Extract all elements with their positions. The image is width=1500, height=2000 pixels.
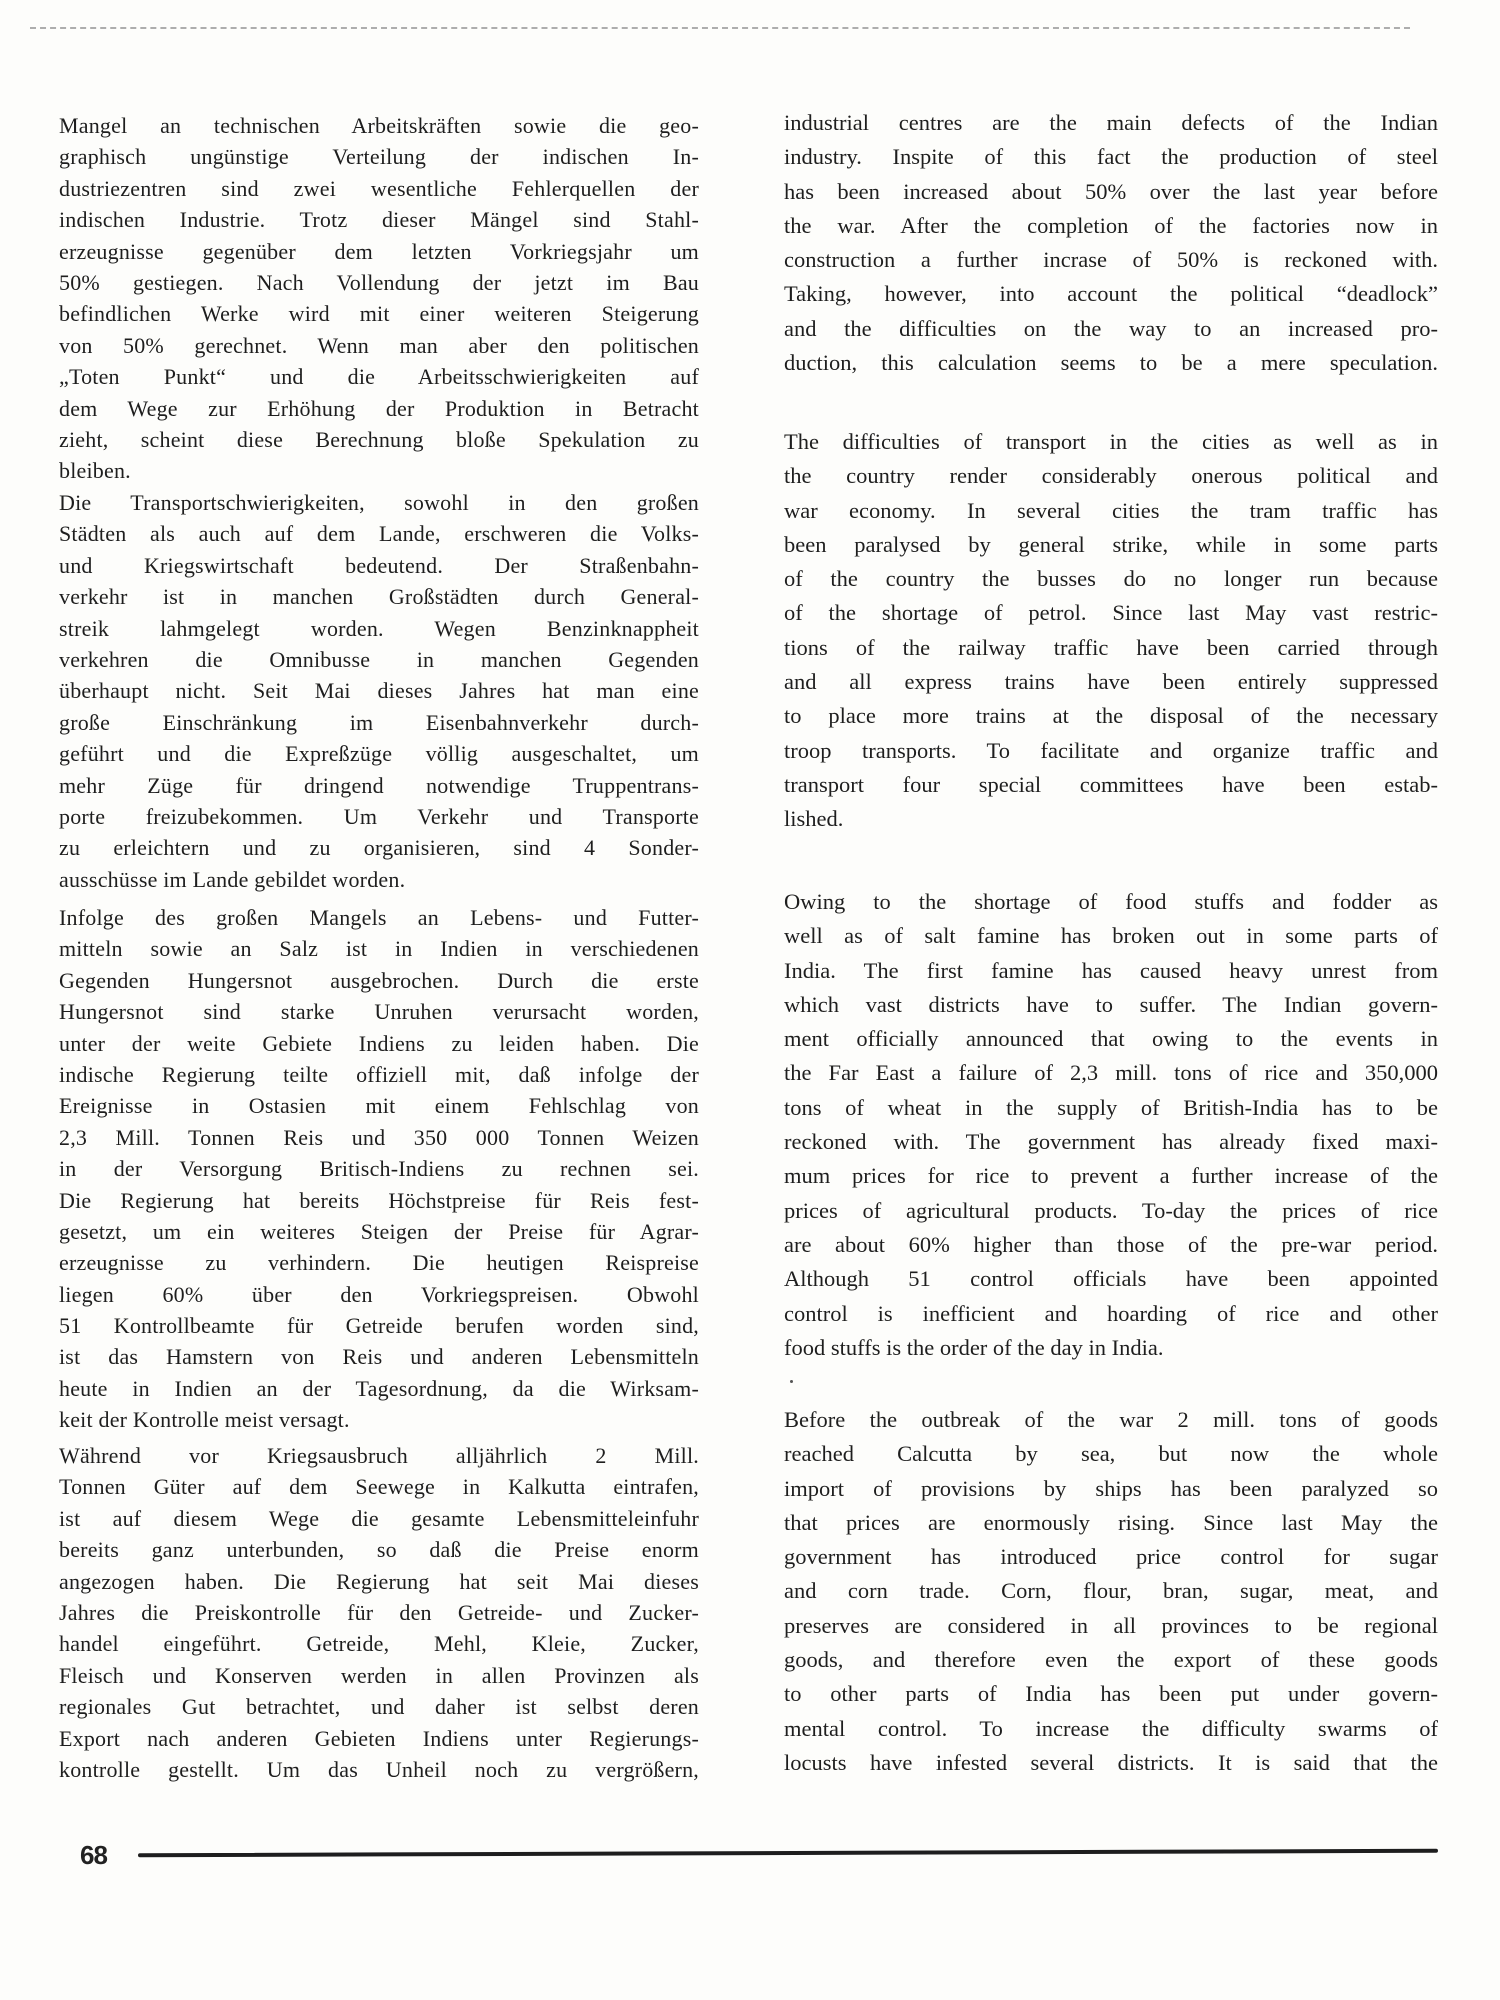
text-line: government has introduced price control for sugar bbox=[784, 1544, 1438, 1570]
text-line: indischen Industrie. Trotz dieser Mängel sind Stahl- bbox=[59, 207, 699, 233]
text-line: construction a further incrase of 50% is reckoned with. bbox=[784, 247, 1438, 273]
text-line: Taking, however, into account the political “deadlock” bbox=[784, 281, 1438, 307]
text-line: streik lahmgelegt worden. Wegen Benzinknappheit bbox=[59, 615, 699, 641]
paragraph bbox=[784, 1403, 1438, 1780]
text-line: troop transports. To facilitate and organize traffic and bbox=[784, 737, 1438, 763]
text-line: liegen 60% über den Vorkriegspreisen. Obwohl bbox=[59, 1281, 699, 1307]
text-line: food stuffs is the order of the day in India. bbox=[784, 1334, 1164, 1360]
text-line: verkehr ist in manchen Großstädten durch General- bbox=[59, 584, 699, 610]
text-line: of the shortage of petrol. Since last May vast restric- bbox=[784, 600, 1438, 626]
text-line: ausschüsse im Lande gebildet worden. bbox=[59, 866, 406, 892]
text-line: zu erleichtern und zu organisieren, sind 4 Sonder- bbox=[59, 835, 699, 861]
text-line: import of provisions by ships has been paralyzed so bbox=[784, 1475, 1438, 1501]
text-line: keit der Kontrolle meist versagt. bbox=[59, 1407, 350, 1433]
text-line: and all express trains have been entirely suppressed bbox=[784, 669, 1438, 695]
text-line: heute in Indien an der Tagesordnung, da die Wirksam- bbox=[59, 1375, 699, 1401]
print-speck bbox=[790, 1380, 793, 1383]
text-line: tons of wheat in the supply of British-India has to be bbox=[784, 1094, 1438, 1120]
text-line: große Einschränkung im Eisenbahnverkehr durch- bbox=[59, 709, 699, 735]
text-line: graphisch ungünstige Verteilung der indischen In- bbox=[59, 144, 699, 170]
text-line: the country render considerably onerous political and bbox=[784, 463, 1438, 489]
text-line: duction, this calculation seems to be a mere speculation. bbox=[784, 350, 1438, 376]
text-line: Hungersnot sind starke Unruhen verursacht worden, bbox=[59, 999, 699, 1025]
text-line: von 50% gerechnet. Wenn man aber den politischen bbox=[59, 332, 699, 358]
text-line: erzeugnisse gegenüber dem letzten Vorkriegsjahr um bbox=[59, 238, 699, 264]
text-line: Fleisch und Konserven werden in allen Provinzen als bbox=[59, 1662, 699, 1688]
text-line: The difficulties of transport in the cities as well as in bbox=[784, 429, 1438, 454]
text-line: Jahres die Preiskontrolle für den Getreide- und Zucker- bbox=[59, 1599, 699, 1625]
text-line: ist auf diesem Wege die gesamte Lebensmitteleinfuhr bbox=[59, 1505, 699, 1531]
text-line: Während vor Kriegsausbruch alljährlich 2 Mill. bbox=[59, 1443, 699, 1468]
text-line: dustriezentren sind zwei wesentliche Fehlerquellen der bbox=[59, 175, 699, 201]
text-line: Before the outbreak of the war 2 mill. tons of goods bbox=[784, 1407, 1438, 1432]
text-line: Owing to the shortage of food stuffs and fodder as bbox=[784, 889, 1438, 914]
text-line: that prices are enormously rising. Since last May the bbox=[784, 1509, 1438, 1535]
text-line: gesetzt, um ein weiteres Steigen der Preise für Agrar- bbox=[59, 1218, 699, 1244]
text-line: to place more trains at the disposal of the necessary bbox=[784, 703, 1438, 729]
text-line: zieht, scheint diese Berechnung bloße Spekulation zu bbox=[59, 426, 699, 452]
text-line: Export nach anderen Gebieten Indiens unter Regierungs- bbox=[59, 1725, 699, 1751]
text-line: Die Regierung hat bereits Höchstpreise für Reis fest- bbox=[59, 1187, 699, 1213]
text-line: handel eingeführt. Getreide, Mehl, Kleie, Zucker, bbox=[59, 1631, 699, 1657]
text-line: mehr Züge für dringend notwendige Truppentrans- bbox=[59, 772, 699, 798]
text-line: Mangel an technischen Arbeitskräften sowie die geo- bbox=[59, 113, 699, 138]
text-line: prices of agricultural products. To-day the prices of rice bbox=[784, 1197, 1438, 1223]
text-line: to other parts of India has been put under govern- bbox=[784, 1681, 1438, 1707]
text-line: in der Versorgung Britisch-Indiens zu rechnen sei. bbox=[59, 1156, 699, 1182]
text-line: mental control. To increase the difficulty swarms of bbox=[784, 1715, 1438, 1741]
text-line: regionales Gut betrachtet, und daher ist selbst deren bbox=[59, 1694, 699, 1720]
text-line: reached Calcutta by sea, but now the whole bbox=[784, 1441, 1438, 1467]
text-line: reckoned with. The government has already fixed maxi- bbox=[784, 1129, 1438, 1155]
text-line: verkehren die Omnibusse in manchen Gegenden bbox=[59, 646, 699, 672]
text-line: industry. Inspite of this fact the production of steel bbox=[784, 144, 1438, 170]
text-line: Tonnen Güter auf dem Seewege in Kalkutta eintrafen, bbox=[59, 1474, 699, 1500]
text-line: ist das Hamstern von Reis und anderen Lebensmitteln bbox=[59, 1344, 699, 1370]
text-line: lished. bbox=[784, 806, 844, 832]
text-line: of the country the busses do no longer run because bbox=[784, 566, 1438, 592]
text-line: erzeugnisse zu verhindern. Die heutigen Reispreise bbox=[59, 1250, 699, 1276]
text-line: und Kriegswirtschaft bedeutend. Der Straßenbahn- bbox=[59, 552, 699, 578]
text-line: Although 51 control officials have been appointed bbox=[784, 1266, 1438, 1292]
text-line: überhaupt nicht. Seit Mai dieses Jahres hat man eine bbox=[59, 678, 699, 704]
text-line: ment officially announced that owing to the events in bbox=[784, 1026, 1438, 1052]
text-line: the war. After the completion of the factories now in bbox=[784, 212, 1438, 238]
text-line: locusts have infested several districts. It is said that the bbox=[784, 1749, 1438, 1775]
text-line: Gegenden Hungersnot ausgebrochen. Durch die erste bbox=[59, 967, 699, 993]
text-line: dem Wege zur Erhöhung der Produktion in Betracht bbox=[59, 395, 699, 421]
text-line: Die Transportschwierigkeiten, sowohl in den großen bbox=[59, 490, 699, 515]
text-line: befindlichen Werke wird mit einer weiteren Steigerung bbox=[59, 301, 699, 327]
text-line: preserves are considered in all provinces to be regional bbox=[784, 1612, 1438, 1638]
text-line: porte freizubekommen. Um Verkehr und Transporte bbox=[59, 803, 699, 829]
paragraph bbox=[784, 425, 1438, 837]
paragraph bbox=[59, 1440, 699, 1785]
text-line: 2,3 Mill. Tonnen Reis und 350 000 Tonnen Weizen bbox=[59, 1124, 699, 1150]
text-line: unter der weite Gebiete Indiens zu leiden haben. Die bbox=[59, 1030, 699, 1056]
text-line: 51 Kontrollbeamte für Getreide berufen worden sind, bbox=[59, 1313, 699, 1339]
text-line: Infolge des großen Mangels an Lebens- und Futter- bbox=[59, 905, 699, 930]
text-line: Städten als auch auf dem Lande, erschweren die Volks- bbox=[59, 521, 699, 547]
text-line: India. The first famine has caused heavy unrest from bbox=[784, 957, 1438, 983]
paragraph bbox=[59, 902, 699, 1436]
paragraph bbox=[59, 487, 699, 895]
text-line: been paralysed by general strike, while in some parts bbox=[784, 531, 1438, 557]
text-line: which vast districts have to suffer. The Indian govern- bbox=[784, 991, 1438, 1017]
text-line: control is inefficient and hoarding of rice and other bbox=[784, 1300, 1438, 1326]
text-line: are about 60% higher than those of the pre-war period. bbox=[784, 1231, 1438, 1257]
text-line: Ereignisse in Ostasien mit einem Fehlschlag von bbox=[59, 1093, 699, 1119]
text-line: and corn trade. Corn, flour, bran, sugar, meat, and bbox=[784, 1578, 1438, 1604]
paragraph bbox=[784, 106, 1438, 380]
text-line: bereits ganz unterbunden, so daß die Preise enorm bbox=[59, 1537, 699, 1563]
text-line: and the difficulties on the way to an increased pro- bbox=[784, 315, 1438, 341]
text-line: industrial centres are the main defects of the Indian bbox=[784, 110, 1438, 135]
text-line: 50% gestiegen. Nach Vollendung der jetzt im Bau bbox=[59, 269, 699, 295]
footer-rule bbox=[138, 1849, 1438, 1858]
paragraph bbox=[784, 885, 1438, 1365]
text-line: war economy. In several cities the tram traffic has bbox=[784, 497, 1438, 523]
text-line: tions of the railway traffic have been carried through bbox=[784, 634, 1438, 660]
text-line: bleiben. bbox=[59, 458, 131, 484]
text-line: kontrolle gestellt. Um das Unheil noch zu vergrößern, bbox=[59, 1756, 699, 1782]
paragraph bbox=[59, 110, 699, 487]
text-line: mum prices for rice to prevent a further increase of the bbox=[784, 1163, 1438, 1189]
page-number: 68 bbox=[80, 1840, 107, 1870]
text-line: angezogen haben. Die Regierung hat seit Mai dieses bbox=[59, 1568, 699, 1594]
text-line: geführt und die Expreßzüge völlig ausgeschaltet, um bbox=[59, 741, 699, 767]
text-line: „Toten Punkt“ und die Arbeitsschwierigkeiten auf bbox=[59, 364, 699, 390]
top-rule bbox=[30, 27, 1410, 29]
text-line: mitteln sowie an Salz ist in Indien in verschiedenen bbox=[59, 936, 699, 962]
text-line: has been increased about 50% over the last year before bbox=[784, 178, 1438, 204]
text-line: goods, and therefore even the export of these goods bbox=[784, 1647, 1438, 1673]
text-line: indische Regierung teilte offiziell mit, daß infolge der bbox=[59, 1061, 699, 1087]
text-line: transport four special committees have been estab- bbox=[784, 771, 1438, 797]
text-line: the Far East a failure of 2,3 mill. tons of rice and 350,000 bbox=[784, 1060, 1438, 1086]
text-line: well as of salt famine has broken out in some parts of bbox=[784, 923, 1438, 949]
